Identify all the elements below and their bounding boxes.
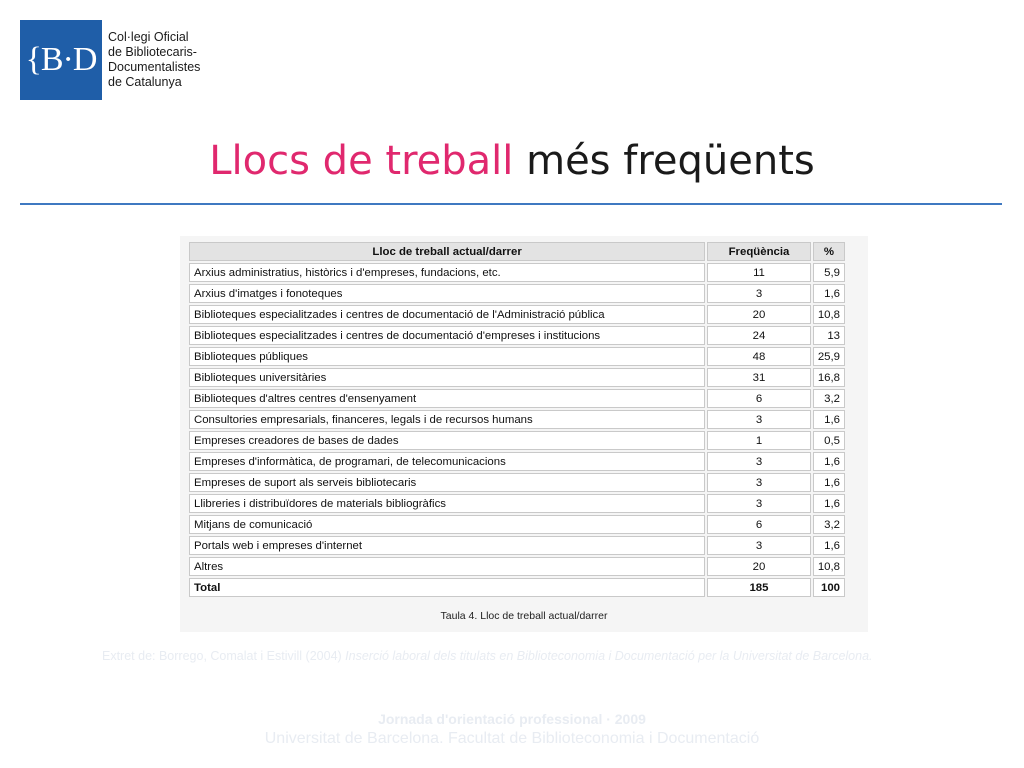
column-header-frequency: Freqüència [707, 242, 811, 261]
cell-frequency: 48 [707, 347, 811, 366]
table-row [189, 431, 845, 450]
cell-workplace: Consultories empresarials, financeres, legals i de recursos humans [189, 410, 705, 429]
cell-percent: 1,6 [813, 284, 845, 303]
table-row [189, 284, 845, 303]
cell-workplace: Biblioteques especialitzades i centres de documentació d'empreses i institucions [189, 326, 705, 345]
cell-percent: 10,8 [813, 305, 845, 324]
table-row [189, 389, 845, 408]
workplace-table [187, 240, 847, 599]
table-row [189, 368, 845, 387]
cell-percent: 0,5 [813, 431, 845, 450]
cell-frequency: 31 [707, 368, 811, 387]
footer-event: Jornada d'orientació professional · 2009 [378, 711, 646, 727]
cell-frequency: 6 [707, 389, 811, 408]
cell-workplace: Empreses de suport als serveis bibliotecaris [189, 473, 705, 492]
table-row [189, 263, 845, 282]
cell-workplace: Biblioteques universitàries [189, 368, 705, 387]
cell-percent: 5,9 [813, 263, 845, 282]
table-row [189, 452, 845, 471]
source-prefix: Extret de: Borrego, Comalat i Estivill (2004) [102, 649, 346, 663]
cell-workplace: Llibreries i distribuïdores de materials bibliogràfics [189, 494, 705, 513]
cell-percent: 1,6 [813, 494, 845, 513]
cell-workplace: Biblioteques especialitzades i centres de documentació de l'Administració pública [189, 305, 705, 324]
cell-percent: 3,2 [813, 515, 845, 534]
cell-frequency: 3 [707, 494, 811, 513]
cell-workplace: Arxius administratius, històrics i d'empreses, fundacions, etc. [189, 263, 705, 282]
cell-percent: 13 [813, 326, 845, 345]
cell-percent: 16,8 [813, 368, 845, 387]
org-line: de Catalunya [108, 75, 182, 89]
cell-workplace: Portals web i empreses d'internet [189, 536, 705, 555]
org-line: Col·legi Oficial [108, 30, 189, 44]
cell-percent: 1,6 [813, 452, 845, 471]
cell-frequency: 3 [707, 284, 811, 303]
table-total-row [189, 578, 845, 597]
cell-frequency: 11 [707, 263, 811, 282]
slide-title [0, 138, 1024, 184]
bd-logo: {B·D [20, 20, 102, 100]
cell-workplace: Empreses d'informàtica, de programari, de telecomunicacions [189, 452, 705, 471]
cell-frequency: 20 [707, 557, 811, 576]
table-row [189, 326, 845, 345]
title-highlight: Llocs de treball [209, 138, 514, 184]
footer-institution: Universitat de Barcelona. Facultat de Biblioteconomia i Documentació [264, 730, 760, 747]
cell-frequency: 24 [707, 326, 811, 345]
table-row [189, 494, 845, 513]
cell-workplace: Altres [189, 557, 705, 576]
title-divider [20, 203, 1002, 205]
cell-percent: 1,6 [813, 410, 845, 429]
table-row [189, 473, 845, 492]
table-body [189, 263, 845, 597]
cell-workplace: Empreses creadores de bases de dades [189, 431, 705, 450]
cell-workplace: Total [189, 578, 705, 597]
cell-frequency: 185 [707, 578, 811, 597]
column-header-workplace: Lloc de treball actual/darrer [189, 242, 705, 261]
cell-percent: 1,6 [813, 536, 845, 555]
cell-frequency: 3 [707, 452, 811, 471]
cell-workplace: Biblioteques d'altres centres d'ensenyament [189, 389, 705, 408]
cell-percent: 10,8 [813, 557, 845, 576]
cell-workplace: Mitjans de comunicació [189, 515, 705, 534]
org-line: de Bibliotecaris- [108, 45, 197, 59]
table-row [189, 536, 845, 555]
source-title: Inserció laboral dels titulats en Biblioteconomia i Documentació per la Universitat de Barcelona. [345, 649, 873, 663]
cell-frequency: 3 [707, 536, 811, 555]
cell-frequency: 1 [707, 431, 811, 450]
cell-workplace: Arxius d'imatges i fonoteques [189, 284, 705, 303]
cell-frequency: 20 [707, 305, 811, 324]
cell-frequency: 6 [707, 515, 811, 534]
table-row [189, 305, 845, 324]
table-row [189, 557, 845, 576]
cell-workplace: Biblioteques públiques [189, 347, 705, 366]
source-citation [102, 648, 902, 665]
table-row [189, 410, 845, 429]
org-line: Documentalistes [108, 60, 201, 74]
table-row [189, 515, 845, 534]
cell-percent: 100 [813, 578, 845, 597]
cell-frequency: 3 [707, 410, 811, 429]
cell-frequency: 3 [707, 473, 811, 492]
organization-name [108, 30, 200, 90]
title-rest: més freqüents [513, 138, 815, 184]
column-header-percent: % [813, 242, 845, 261]
table-caption: Taula 4. Lloc de treball actual/darrer [440, 610, 608, 622]
table-header-row [189, 242, 845, 261]
cell-percent: 1,6 [813, 473, 845, 492]
table-row [189, 347, 845, 366]
table-image [180, 236, 868, 632]
cell-percent: 25,9 [813, 347, 845, 366]
cell-percent: 3,2 [813, 389, 845, 408]
